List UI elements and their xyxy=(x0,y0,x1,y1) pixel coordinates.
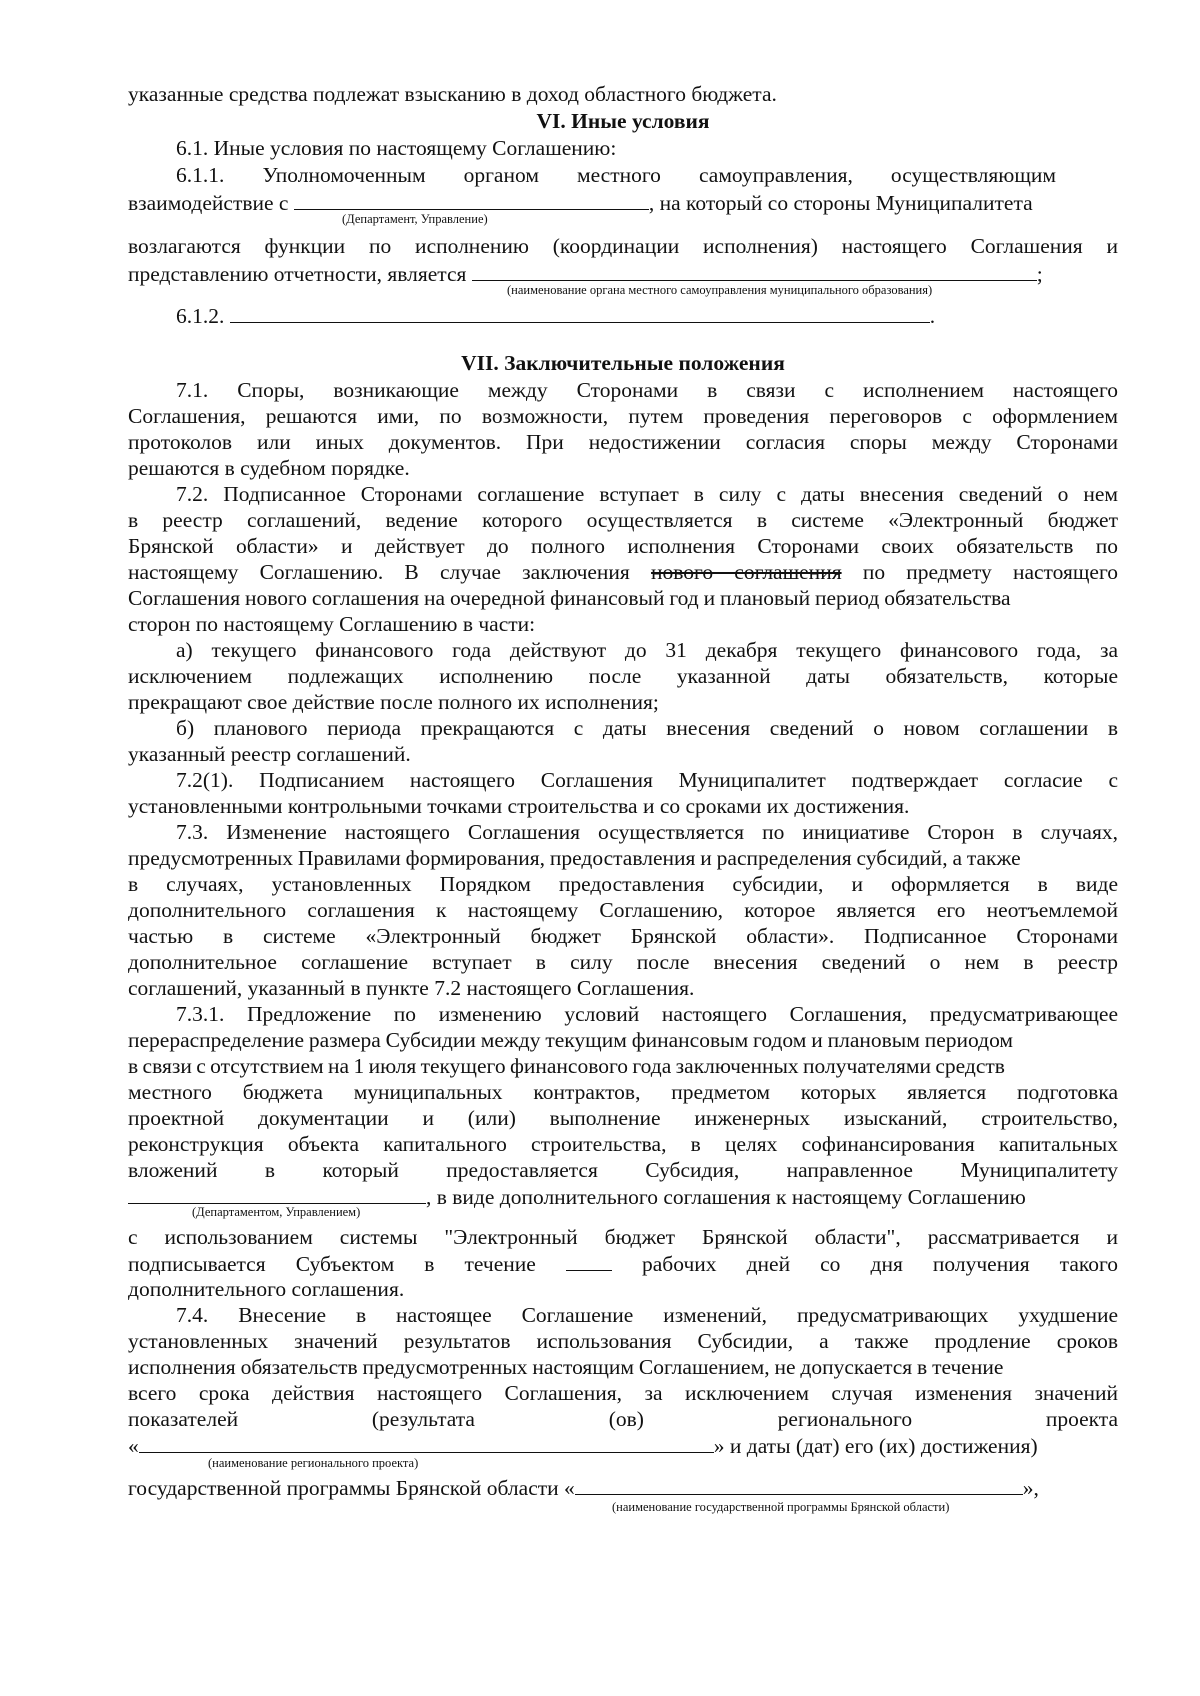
line-text: , в виде дополнительного соглашения к настоящему Соглашению xyxy=(426,1185,1026,1209)
line-text: взаимодействие с xyxy=(128,191,289,215)
paragraph-line: реконструкция объекта капитального строительства, в целях софинансирования капитальных xyxy=(128,1132,1118,1156)
blank-6-1-2-field xyxy=(230,302,930,323)
line-text: представлению отчетности, является xyxy=(128,262,467,286)
blank-department-field xyxy=(294,189,649,210)
paragraph-line: исполнения обязательств предусмотренных настоящим Соглашением, не допускается в течение xyxy=(128,1355,1004,1379)
paragraph-line: показателей (результата (ов) регионального проекта xyxy=(128,1407,1118,1431)
section-heading-6: VI. Иные условия xyxy=(536,109,710,133)
line-text: . xyxy=(929,304,936,328)
paragraph-line: вложений в который предоставляется Субсидия, направленное Муниципалитету xyxy=(128,1158,1118,1182)
paragraph-line: проектной документации и (или) выполнение инженерных изысканий, строительство, xyxy=(128,1106,1118,1130)
paragraph-line: местного бюджета муниципальных контрактов, предметом которых является подготовка xyxy=(128,1080,1118,1104)
paragraph-line: 7.3.1. Предложение по изменению условий настоящего Соглашения, предусматривающее xyxy=(176,1002,1118,1026)
paragraph-line: в связи с отсутствием на 1 июля текущего финансового года заключенных получателями средств xyxy=(128,1054,1005,1078)
line-text: ; xyxy=(1036,262,1043,286)
paragraph-line: установленными контрольными точками строительства и со сроками их достижения. xyxy=(128,794,910,818)
line-text: », xyxy=(1022,1476,1039,1500)
field-caption: (Департаментом, Управлением) xyxy=(192,1205,361,1219)
blank-regional-project-field xyxy=(139,1432,714,1453)
paragraph-line: Соглашения нового соглашения на очередной финансовый год и плановый период обязательства xyxy=(128,586,1011,610)
field-caption: (наименование органа местного самоуправления муниципального образования) xyxy=(507,283,933,297)
blank-days-field xyxy=(566,1250,612,1271)
paragraph-line: 7.2. Подписанное Сторонами соглашение вступает в силу с даты внесения сведений о нем xyxy=(176,482,1118,506)
paragraph-line: всего срока действия настоящего Соглашения, за исключением случая изменения значений xyxy=(128,1381,1118,1405)
paragraph-line: в случаях, установленных Порядком предоставления субсидии, и оформляется в виде xyxy=(128,872,1118,896)
paragraph-line: дополнительного соглашения. xyxy=(128,1277,405,1301)
line-text: , на который со стороны Муниципалитета xyxy=(648,191,1033,215)
paragraph-line: частью в системе «Электронный бюджет Брянской области». Подписанное Сторонами xyxy=(128,924,1118,948)
fill-line-days xyxy=(128,1250,1118,1278)
line-text: » и даты (дат) его (их) достижения) xyxy=(713,1434,1038,1458)
paragraph-line: 7.2(1). Подписанием настоящего Соглашения Муниципалитет подтверждает согласие с xyxy=(176,768,1118,792)
fill-line-state-program xyxy=(128,1474,1118,1502)
paragraph-line: дополнительное соглашение вступает в силу после внесения сведений о нем в реестр xyxy=(128,950,1118,974)
paragraph-line: Соглашения, решаются ими, по возможности, путем проведения переговоров с оформлением xyxy=(128,404,1118,428)
blank-authority-field xyxy=(472,260,1037,281)
line-text: « xyxy=(128,1434,139,1458)
section-heading-7: VII. Заключительные положения xyxy=(461,351,785,375)
paragraph-line: сторон по настоящему Соглашению в части: xyxy=(128,612,536,636)
blank-state-program-field xyxy=(575,1474,1023,1495)
paragraph-line: указанный реестр соглашений. xyxy=(128,742,411,766)
fill-line-6-1-2 xyxy=(176,302,1118,330)
line-text: по предмету настоящего xyxy=(862,560,1119,584)
paragraph-line: протоколов или иных документов. При недостижении согласия споры между Сторонами xyxy=(128,430,1118,454)
paragraph-line: 6.1. Иные условия по настоящему Соглашению: xyxy=(176,136,617,160)
paragraph-line: б) планового периода прекращаются с даты внесения сведений о новом соглашении в xyxy=(176,716,1118,740)
paragraph-line: исключением подлежащих исполнению после указанной даты обязательств, которые xyxy=(128,664,1118,688)
paragraph-line: дополнительного соглашения к настоящему Соглашению, которое является его неотъемлемой xyxy=(128,898,1118,922)
line-text: 6.1.2. xyxy=(176,304,225,328)
line-text: подписывается Субъектом в течение xyxy=(128,1252,536,1276)
paragraph-line: возлагаются функции по исполнению (координации исполнения) настоящего Соглашения и xyxy=(128,234,1118,258)
field-caption: (наименование регионального проекта) xyxy=(208,1456,419,1470)
struck-text: нового соглашения xyxy=(651,560,842,584)
paragraph-line: 6.1.1. Уполномоченным органом местного самоуправления, осуществляющим xyxy=(176,163,1056,187)
blank-department-2-field xyxy=(128,1183,426,1204)
field-caption: (Департамент, Управление) xyxy=(342,212,488,226)
paragraph-line: прекращают свое действие после полного их исполнения; xyxy=(128,690,659,714)
paragraph-line-with-strikethrough xyxy=(128,559,1118,586)
paragraph-line: а) текущего финансового года действуют до 31 декабря текущего финансового года, за xyxy=(176,638,1118,662)
paragraph-line: с использованием системы "Электронный бюджет Брянской области", рассматривается и xyxy=(128,1225,1118,1249)
paragraph-line: 7.4. Внесение в настоящее Соглашение изменений, предусматривающих ухудшение xyxy=(176,1303,1118,1327)
paragraph-line: перераспределение размера Субсидии между текущим финансовым годом и плановым периодом xyxy=(128,1028,1014,1052)
line-text: государственной программы Брянской области « xyxy=(128,1476,575,1500)
paragraph-line: 7.1. Споры, возникающие между Сторонами в связи с исполнением настоящего xyxy=(176,378,1118,402)
paragraph-line: установленных значений результатов использования Субсидии, а также продление сроков xyxy=(128,1329,1118,1353)
fill-line-department xyxy=(128,189,1118,217)
paragraph-line: решаются в судебном порядке. xyxy=(128,456,410,480)
line-text: настоящему Соглашению. В случае заключения xyxy=(128,560,630,584)
paragraph-line: соглашений, указанный в пункте 7.2 настоящего Соглашения. xyxy=(128,976,695,1000)
paragraph-line: 7.3. Изменение настоящего Соглашения осуществляется по инициативе Сторон в случаях, xyxy=(176,820,1118,844)
paragraph-line: предусмотренных Правилами формирования, предоставления и распределения субсидий, а также xyxy=(128,846,1021,870)
field-caption: (наименование государственной программы Брянской области) xyxy=(612,1500,950,1514)
paragraph-line: в реестр соглашений, ведение которого осуществляется в системе «Электронный бюджет xyxy=(128,508,1118,532)
paragraph-line: указанные средства подлежат взысканию в доход областного бюджета. xyxy=(128,82,777,106)
paragraph-line: Брянской области» и действует до полного исполнения Сторонами своих обязательств по xyxy=(128,534,1118,558)
line-text: рабочих дней со дня получения такого xyxy=(642,1252,1119,1276)
